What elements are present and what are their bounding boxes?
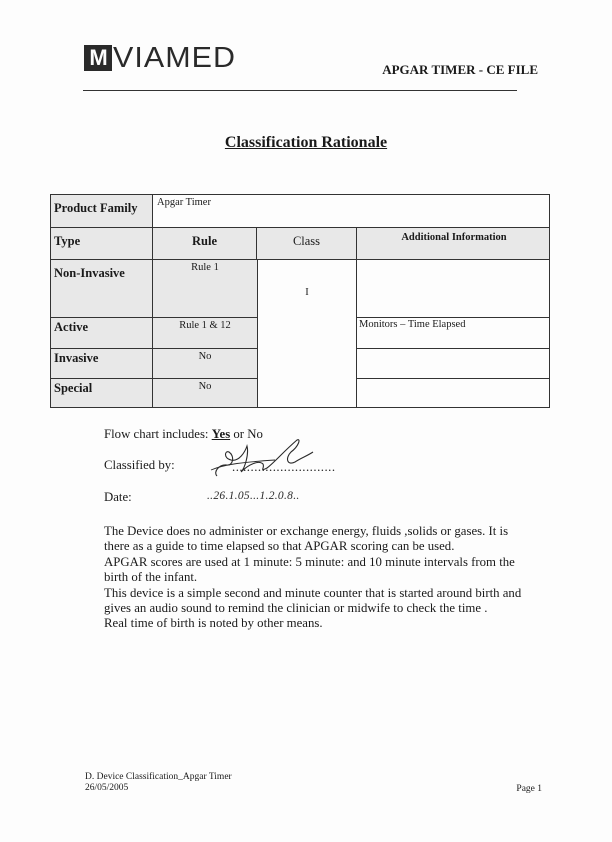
- table-row: [51, 379, 257, 407]
- flow-chart-label: Flow chart includes:: [104, 427, 212, 441]
- paragraph-4: Real time of birth is noted by other means.: [104, 616, 323, 631]
- row-type-non-invasive: Non-Invasive: [51, 260, 153, 317]
- header-additional-info: Additional Information: [401, 232, 507, 243]
- page-title: Classification Rationale: [224, 134, 388, 151]
- table-header-row: [51, 228, 549, 260]
- logo-mark: M: [84, 45, 112, 71]
- row-rule-invasive: No: [198, 351, 212, 362]
- flow-chart-or: or: [230, 427, 248, 441]
- row-type-special: Special: [51, 379, 153, 407]
- header-rule: Rule: [153, 228, 257, 259]
- paragraph-1: The Device does no administer or exchange energy, fluids ,solids or gases. It is there as a guide to time elapsed so that APGAR scoring can be used.: [104, 524, 509, 554]
- product-family-value: Apgar Timer: [157, 197, 211, 208]
- table-row-product-family: [51, 195, 549, 228]
- classified-by-label: Classified by:: [104, 458, 175, 472]
- row-rule-non-invasive: Rule 1: [191, 262, 219, 273]
- logo-text: VIAMED: [113, 42, 237, 74]
- table-row: [51, 318, 257, 349]
- header-type: Type: [51, 228, 153, 259]
- viamed-logo: [84, 42, 237, 74]
- signature-scribble: [205, 434, 320, 484]
- footer-date: 26/05/2005: [85, 783, 129, 793]
- table-row: [51, 349, 257, 379]
- additional-info-invasive: [357, 349, 549, 379]
- date-value: ..26.1.05...1.2.0.8..: [207, 490, 300, 502]
- footer: [85, 772, 232, 794]
- page-number: Page 1: [516, 784, 542, 794]
- row-type-active: Active: [51, 318, 153, 348]
- additional-info-special: [357, 379, 549, 407]
- classified-by-dots: ............................: [232, 460, 336, 474]
- description-text: [104, 524, 524, 632]
- paragraph-3: This device is a simple second and minute counter that is started around birth and gives an audio sound to remind the clinician or midwife to check the time .: [104, 585, 522, 616]
- class-value: I: [257, 260, 357, 407]
- additional-info-active: Monitors – Time Elapsed: [357, 318, 549, 349]
- header-class: Class: [257, 228, 357, 259]
- row-rule-special: No: [198, 381, 212, 392]
- date-label: Date:: [104, 490, 132, 504]
- classification-table: [50, 194, 550, 408]
- document-file-title: APGAR TIMER - CE FILE: [382, 62, 538, 77]
- table-row: [51, 260, 257, 318]
- footer-document-name: D. Device Classification_Apgar Timer: [85, 772, 232, 782]
- product-family-label: Product Family: [51, 195, 153, 227]
- header-divider: [83, 90, 517, 91]
- flow-chart-no: No: [247, 427, 263, 441]
- flow-chart-yes: Yes: [211, 427, 231, 441]
- paragraph-2: APGAR scores are used at 1 minute: 5 minute: and 10 minute intervals from the birth of the infant.: [104, 554, 515, 585]
- additional-info-non-invasive: [357, 260, 549, 318]
- row-rule-active: Rule 1 & 12: [179, 320, 231, 331]
- row-type-invasive: Invasive: [51, 349, 153, 378]
